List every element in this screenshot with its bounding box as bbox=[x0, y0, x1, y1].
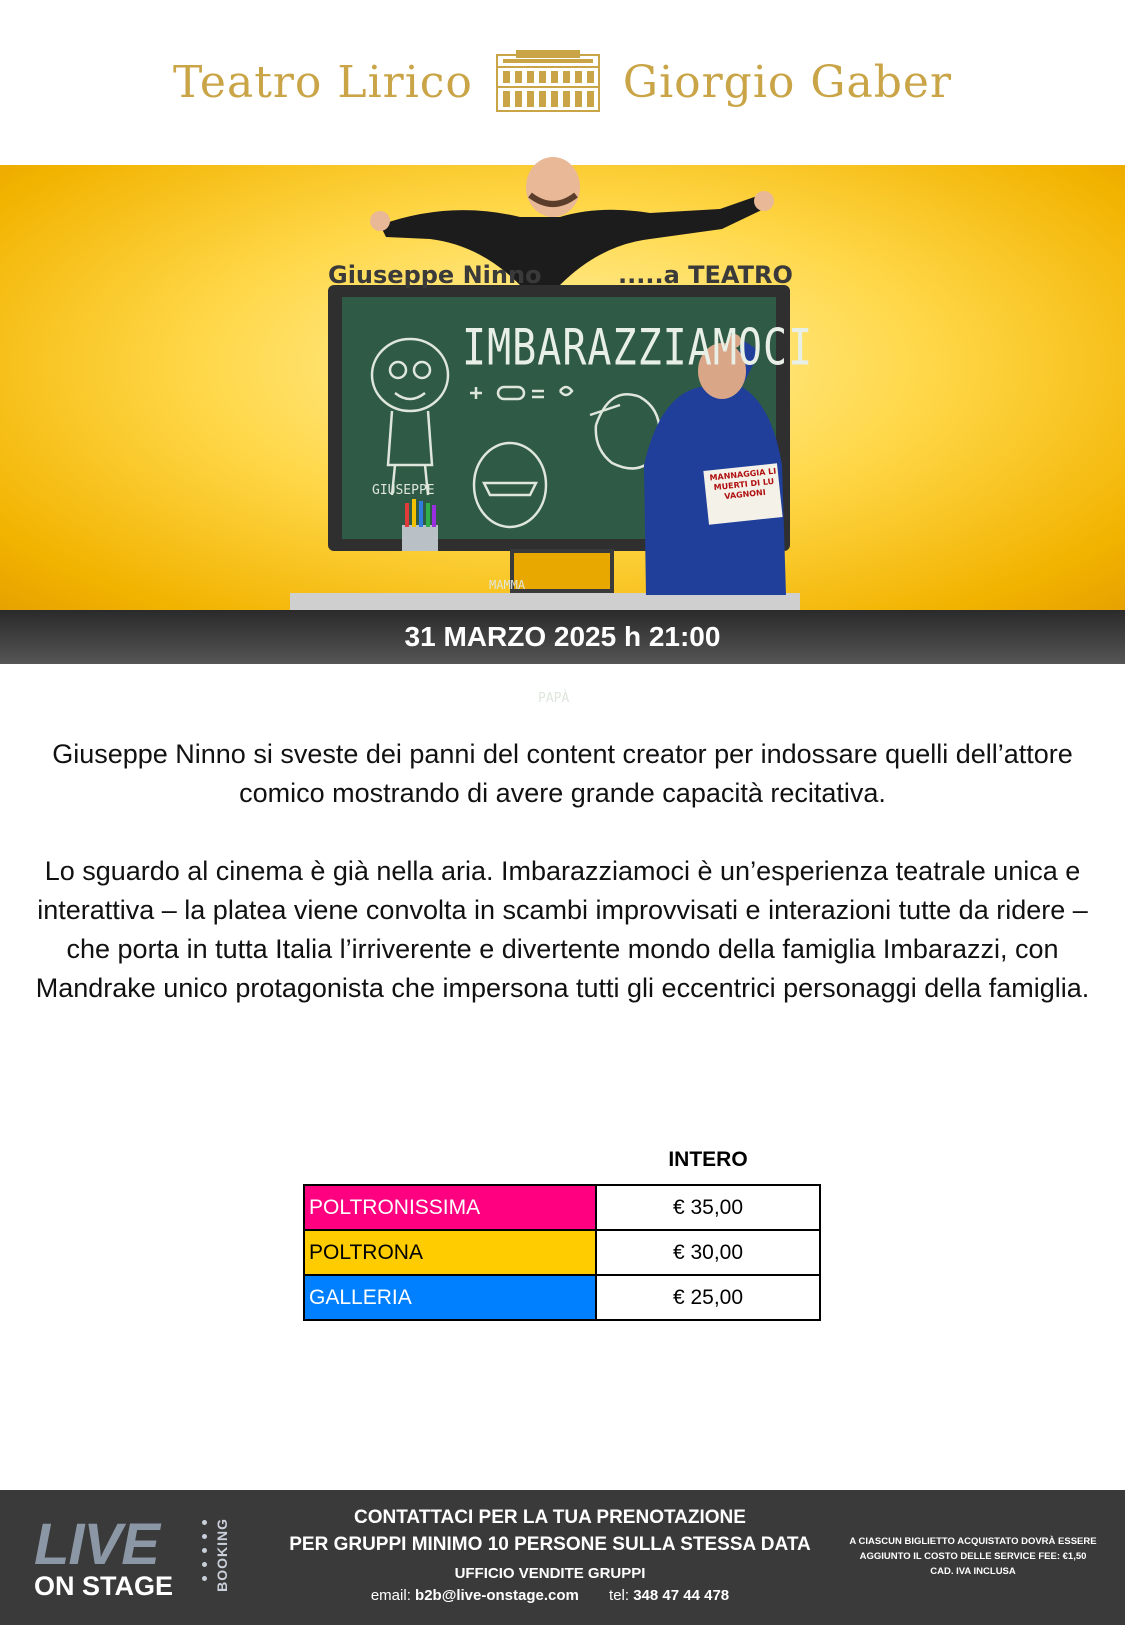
price-value: € 35,00 bbox=[596, 1185, 820, 1230]
price-row bbox=[304, 1185, 820, 1230]
poster-illustration bbox=[0, 165, 1125, 610]
contact-info bbox=[270, 1504, 830, 1607]
price-column-header: INTERO bbox=[668, 1148, 748, 1171]
phone-number[interactable]: 348 47 44 478 bbox=[633, 1587, 730, 1604]
contact-details bbox=[270, 1585, 830, 1607]
show-title: IMBARAZZIAMOCI bbox=[462, 319, 814, 377]
brand-dots-icon bbox=[202, 1520, 208, 1590]
contact-line-1: CONTATTACI PER LA TUA PRENOTAZIONE bbox=[354, 1507, 746, 1528]
contact-line-2: PER GRUPPI MINIMO 10 PERSONE SULLA STESSA DATA bbox=[289, 1534, 811, 1555]
price-row bbox=[304, 1275, 820, 1320]
coat-sign: MANNAGGIA LI MUERTI DI LU VAGNONI bbox=[709, 466, 777, 502]
chalk-label-mamma: MAMMA bbox=[489, 578, 526, 592]
logo-text-left: Teatro Lirico bbox=[172, 57, 473, 108]
price-table bbox=[303, 1184, 821, 1321]
tel-label: tel: bbox=[609, 1587, 630, 1604]
price-value: € 25,00 bbox=[596, 1275, 820, 1320]
poster-subtitle: .....a TEATRO bbox=[618, 261, 793, 289]
chalk-label-papa: PAPÀ bbox=[538, 691, 570, 706]
show-description bbox=[30, 735, 1095, 1047]
description-paragraph-2: Lo sguardo al cinema è già nella aria. Imbarazziamoci è un’esperienza teatrale unica e interattiva – la platea viene convolta in scambi improvvisati e interazioni tutte da ridere – che porta in tutta Italia l’irriverente e divertente mondo della famiglia Imbarazzi, con Mandrake unico protagonista che impersona tutti gli eccentrici personaggi della famiglia. bbox=[35, 856, 1090, 1003]
price-category: POLTRONA bbox=[304, 1230, 596, 1275]
live-on-stage-logo bbox=[34, 1512, 244, 1606]
logo-text-right: Giorgio Gaber bbox=[622, 57, 952, 108]
pencil-cup-icon bbox=[402, 499, 438, 551]
artist-name: Giuseppe Ninno bbox=[328, 261, 542, 289]
email-label: email: bbox=[370, 1587, 411, 1604]
price-value: € 30,00 bbox=[596, 1230, 820, 1275]
price-category: POLTRONISSIMA bbox=[304, 1185, 596, 1230]
theatre-logo bbox=[0, 0, 1125, 165]
service-fee-note: A CIASCUN BIGLIETTO ACQUISTATO DOVRÀ ESSERE AGGIUNTO IL COSTO DELLE SERVICE FEE: €1,50 CAD. IVA INCLUSA bbox=[849, 1536, 1097, 1577]
email-link[interactable]: b2b@live-onstage.com bbox=[415, 1587, 579, 1604]
sales-office: UFFICIO VENDITE GRUPPI bbox=[454, 1565, 646, 1582]
price-category: GALLERIA bbox=[304, 1275, 596, 1320]
chalk-label-giuseppe: GIUSEPPE bbox=[372, 483, 435, 498]
brand-booking: BOOKING bbox=[214, 1518, 230, 1592]
brand-onstage: ON STAGE bbox=[34, 1571, 174, 1601]
footer bbox=[0, 1490, 1125, 1625]
date-bar bbox=[0, 610, 1125, 664]
event-date: 31 MARZO 2025 h 21:00 bbox=[404, 621, 721, 652]
brand-live: LIVE bbox=[34, 1512, 159, 1577]
price-row bbox=[304, 1230, 820, 1275]
theatre-building-icon bbox=[493, 51, 603, 115]
description-paragraph-1: Giuseppe Ninno si sveste dei panni del content creator per indossare quelli dell’attore comico mostrando di avere grande capacità recitativa. bbox=[52, 739, 1073, 808]
